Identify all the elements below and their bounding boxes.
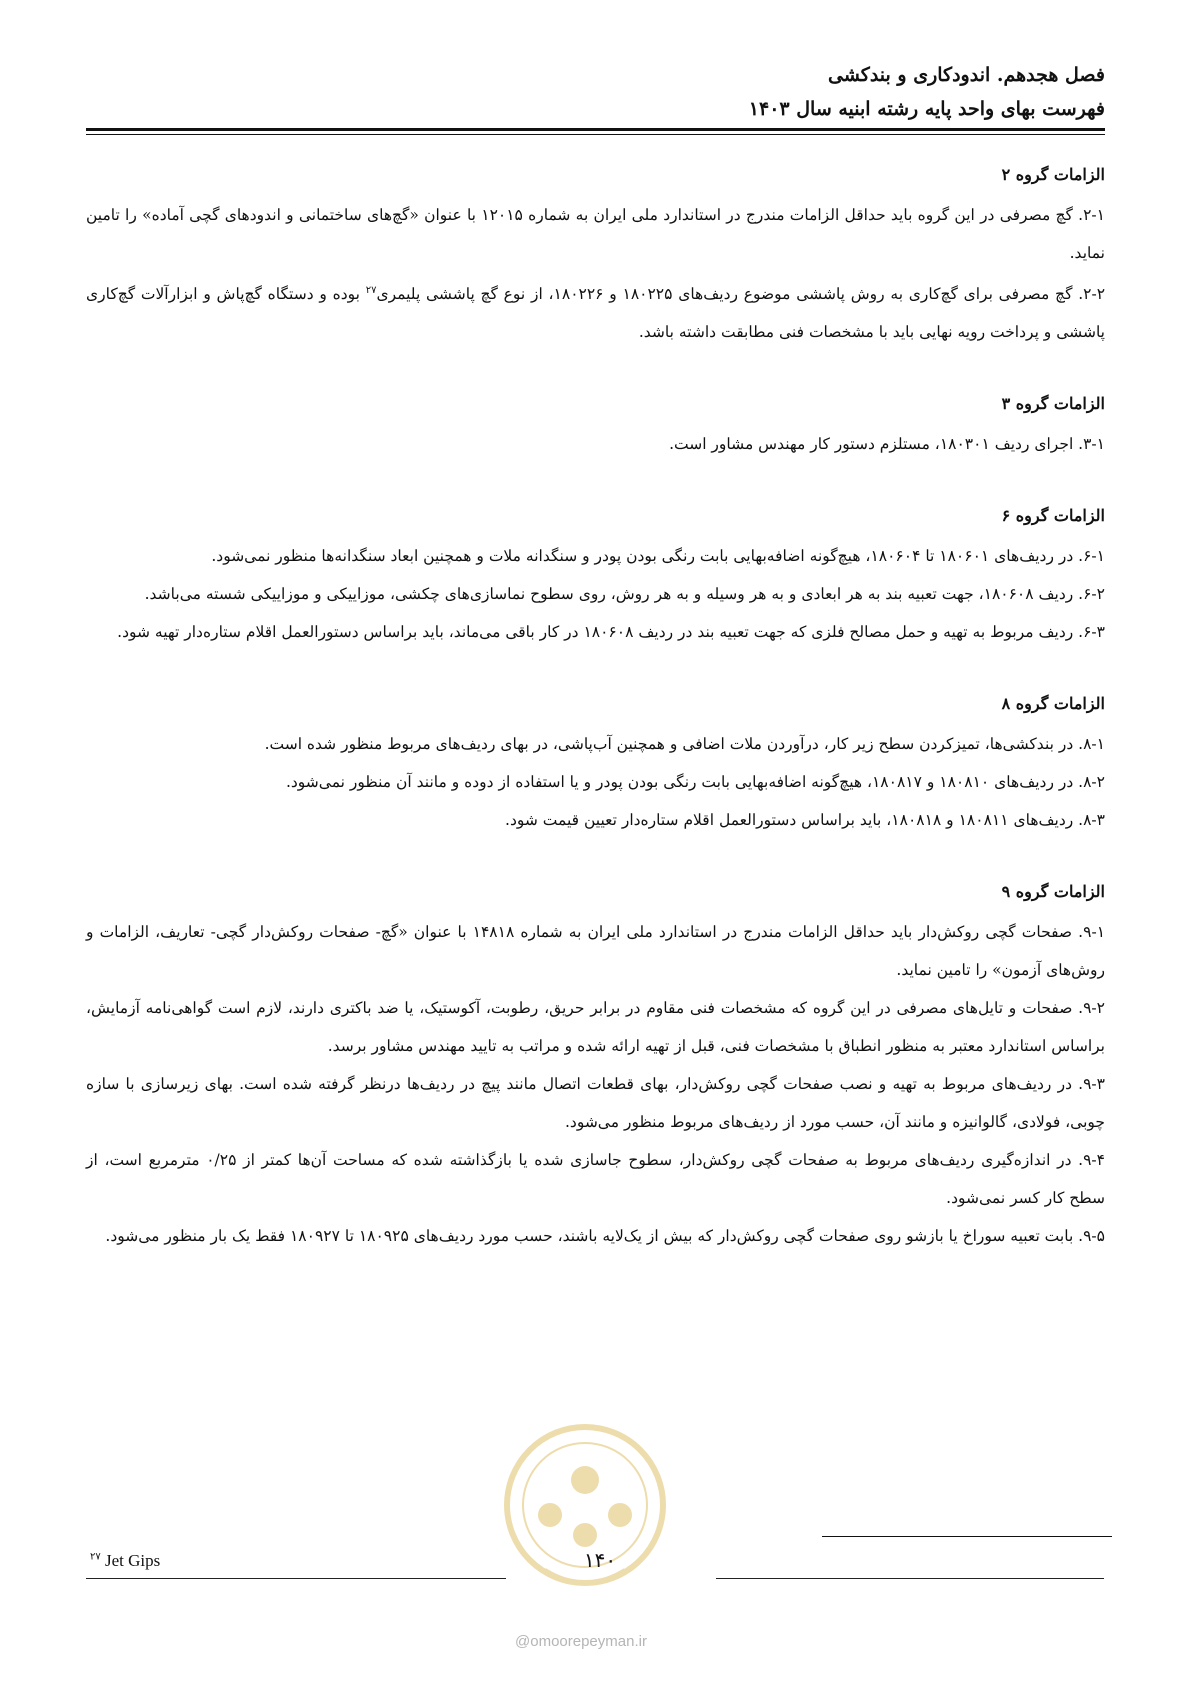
section-group-9 [86, 877, 1105, 1255]
paragraph: ۹-۵. بابت تعبیه سوراخ یا بازشو روی صفحات گچی روکش‌دار که بیش از یک‌لایه باشند، حسب مورد ردیف‌های ۱۸۰۹۲۵ تا ۱۸۰۹۲۷ فقط یک بار منظور می‌شود. [105, 1227, 1105, 1246]
header-rule [86, 128, 1105, 131]
section-title: الزامات گروه ۹ [1001, 882, 1105, 902]
page-header [86, 58, 1105, 126]
section-group-8 [86, 689, 1105, 839]
section-title: الزامات گروه ۶ [1001, 506, 1105, 526]
paragraph: ۹-۴. در اندازه‌گیری ردیف‌های مربوط به صفحات گچی روکش‌دار، سطوح جاسازی شده یا بازگذاشته شده که مساحت آن‌ها کمتر از ۰/۲۵ مترمربع است، از سطح کار کسر نمی‌شود. [86, 1151, 1105, 1208]
section-title: الزامات گروه ۳ [1001, 394, 1105, 414]
header-rule-thin [86, 134, 1105, 135]
paragraph: ۸-۱. در بندکشی‌ها، تمیزکردن سطح زیر کار، درآوردن ملات اضافی و همچنین آب‌پاشی، در بهای ردیف‌های مربوط منظور شده است. [264, 735, 1105, 754]
main-content [86, 160, 1105, 1293]
page-number: ۱۴۰ [583, 1548, 617, 1572]
footer-rule-right [716, 1578, 1104, 1579]
paragraph: ۹-۳. در ردیف‌های مربوط به تهیه و نصب صفحات گچی روکش‌دار، بهای قطعات اتصال مانند پیچ در ردیف‌ها درنظر گرفته شده است. بهای زیرسازی با سازه چوبی، فولادی، گالوانیزه و مانند آن، حسب مورد از ردیف‌های مربوط منظور می‌شود. [86, 1075, 1105, 1132]
section-group-6 [86, 501, 1105, 651]
footer-rule-left [86, 1578, 506, 1579]
paragraph: ۳-۱. اجرای ردیف ۱۸۰۳۰۱، مستلزم دستور کار مهندس مشاور است. [669, 435, 1105, 454]
footnote-number: ۲۷ [90, 1551, 101, 1563]
section-group-2 [86, 160, 1105, 351]
section-group-3 [86, 389, 1105, 463]
paragraph: ۸-۳. ردیف‌های ۱۸۰۸۱۱ و ۱۸۰۸۱۸، باید براساس دستورالعمل اقلام ستاره‌دار تعیین قیمت شود. [505, 811, 1105, 830]
book-title: فهرست بهای واحد پایه رشته ابنیه سال ۱۴۰۳ [748, 98, 1105, 120]
paragraph: ۹-۱. صفحات گچی روکش‌دار باید حداقل الزامات مندرج در استاندارد ملی ایران به شماره ۱۴۸۱۸ با عنوان «گچ- صفحات روکش‌دار گچی- تعاریف، الزامات و روش‌های آزمون» را تامین نماید. [86, 923, 1106, 980]
chapter-title: فصل هجدهم. اندودکاری و بندکشی [827, 64, 1105, 86]
paragraph: ۶-۳. ردیف مربوط به تهیه و حمل مصالح فلزی که جهت تعبیه بند در ردیف ۱۸۰۶۰۸ در کار باقی می‌ماند، باید براساس دستورالعمل اقلام ستاره‌دار تهیه شود. [117, 623, 1105, 642]
seal-icon [500, 1420, 670, 1640]
section-title: الزامات گروه ۸ [1001, 694, 1105, 714]
paragraph: ۲-۱. گچ مصرفی در این گروه باید حداقل الزامات مندرج در استاندارد ملی ایران به شماره ۱۲۰۱۵ با عنوان «گچ‌های ساختمانی و اندودهای گچی آماده» را تامین نماید. [86, 206, 1105, 262]
paragraph: ۲-۲. گچ مصرفی برای گچ‌کاری به روش پاششی موضوع ردیف‌های ۱۸۰۲۲۵ و ۱۸۰۲۲۶، از نوع گچ پاششی پلیمری$^{۲۷}$ بوده و دستگاه گچ‌پاش و ابزارآلات گچ‌کاری پاششی و پرداخت رویه نهایی باید با مشخصات فنی مطابقت داشته باشد. [86, 285, 1106, 342]
footnote-text: Jet Gips [105, 1551, 161, 1570]
footnote-ref: ۲۷ [365, 285, 377, 296]
paragraph: ۸-۲. در ردیف‌های ۱۸۰۸۱۰ و ۱۸۰۸۱۷، هیچ‌گونه اضافه‌بهایی بابت رنگی بودن پودر و یا استفاده از دوده و مانند آن منظور نمی‌شود. [285, 773, 1105, 792]
paragraph: ۶-۱. در ردیف‌های ۱۸۰۶۰۱ تا ۱۸۰۶۰۴، هیچ‌گونه اضافه‌بهایی بابت رنگی بودن پودر و سنگدانه ملات و همچنین ابعاد سنگدانه‌ها منظور نمی‌شود. [211, 547, 1105, 566]
footnote [90, 1551, 160, 1571]
section-title: الزامات گروه ۲ [1001, 165, 1105, 184]
watermark-site: @omoorepeyman.ir [515, 1633, 647, 1650]
paragraph: ۹-۲. صفحات و تایل‌های مصرفی در این گروه که مشخصات فنی مقاوم در برابر حریق، رطوبت، آکوستیک، یا ضد باکتری دارند، لازم است گواهی‌نامه آزمایش، براساس استاندارد معتبر به منظور انطباق با مشخصات فنی، قبل از تهیه ارائه شده و مراتب به تایید مهندس مشاور برسد. [86, 999, 1105, 1056]
paragraph: ۶-۲. ردیف ۱۸۰۶۰۸، جهت تعبیه بند به هر ابعادی و به هر وسیله و به هر روش، روی سطوح نماسازی‌های چکشی، موزاییکی و موزاییکی شسته می‌باشد. [144, 585, 1105, 604]
footnote-rule [822, 1536, 1112, 1537]
